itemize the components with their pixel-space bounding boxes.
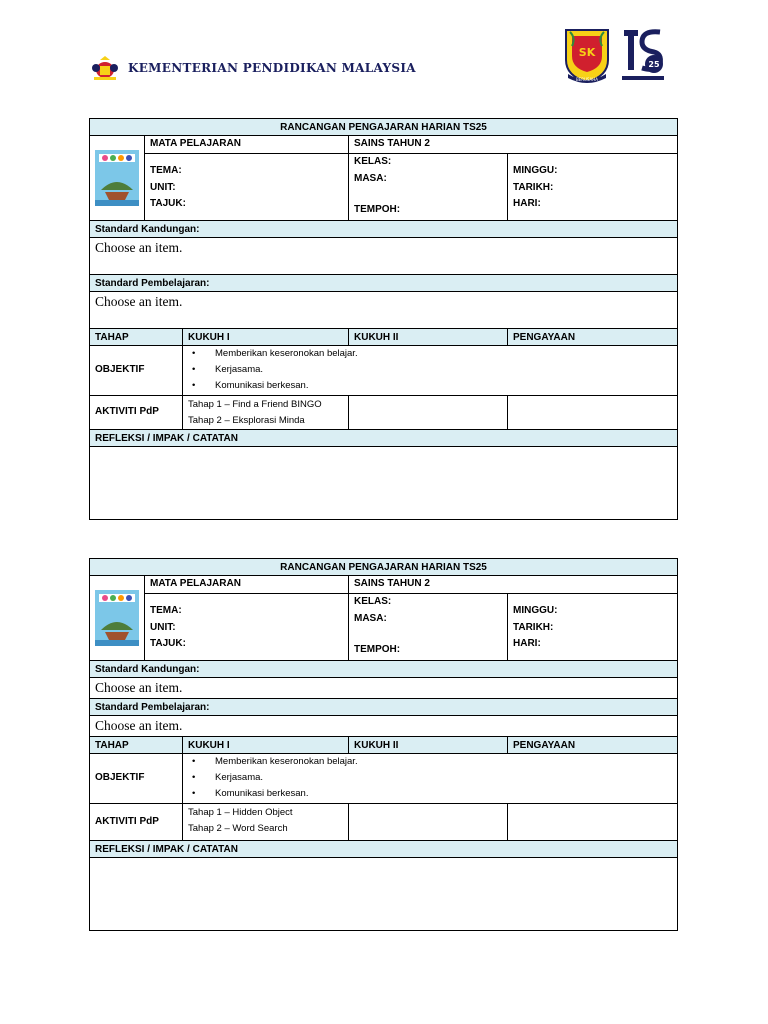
page-header	[0, 0, 768, 110]
aktiviti-kukuh2[interactable]	[349, 396, 508, 430]
activity-item: Tahap 1 – Find a Friend BINGO	[188, 399, 322, 410]
mata-pelajaran-label: MATA PELAJARAN	[145, 136, 349, 154]
kpm-crest-icon	[90, 54, 120, 82]
minggu-cell	[508, 154, 678, 221]
school-logo-motto: BERUSAHA	[575, 77, 599, 82]
aktiviti-label: AKTIVITI PdP	[90, 804, 183, 841]
masa-label: MASA:	[354, 612, 387, 624]
book-cover-cell	[90, 576, 145, 661]
kelas-label: KELAS:	[354, 156, 392, 167]
tajuk-label: TAJUK:	[150, 638, 186, 650]
objektif-label: OBJEKTIF	[90, 754, 183, 804]
kukuh2-header: KUKUH II	[349, 329, 508, 346]
aktiviti-pengayaan[interactable]	[508, 396, 678, 430]
tempoh-label: TEMPOH:	[354, 204, 401, 215]
tempoh-label: TEMPOH:	[354, 644, 401, 655]
hari-label: HARI:	[513, 198, 541, 210]
standard-pembelajaran-label: Standard Pembelajaran:	[90, 699, 678, 716]
book-cover-cell	[90, 136, 145, 221]
objective-item: • Komunikasi berkesan.	[188, 786, 672, 802]
tema-cell	[145, 594, 349, 661]
kelas-cell	[349, 154, 508, 221]
minggu-label: MINGGU:	[513, 605, 558, 617]
tajuk-label: TAJUK:	[150, 198, 186, 210]
kukuh1-header: KUKUH I	[183, 329, 349, 346]
school-logo-icon	[562, 26, 612, 84]
tarikh-label: TARIKH:	[513, 621, 554, 633]
plan-title: RANCANGAN PENGAJARAN HARIAN TS25	[90, 559, 678, 576]
minggu-label: MINGGU:	[513, 165, 558, 177]
tema-cell	[145, 154, 349, 221]
ts-logo-number: 25	[648, 60, 660, 69]
objective-item: • Kerjasama.	[188, 770, 672, 786]
tahap-header: TAHAP	[90, 329, 183, 346]
pengayaan-header: PENGAYAAN	[508, 329, 678, 346]
school-logo-text: SK	[578, 46, 596, 59]
unit-label: UNIT:	[150, 621, 176, 633]
pengayaan-header: PENGAYAAN	[508, 737, 678, 754]
activity-item: Tahap 1 – Hidden Object	[188, 807, 293, 818]
ts25-logo-icon	[618, 24, 668, 84]
minggu-cell	[508, 594, 678, 661]
sains-textbook-cover-icon	[95, 150, 139, 206]
aktiviti-kukuh2[interactable]	[349, 804, 508, 841]
objective-item: • Memberikan keseronokan belajar.	[188, 754, 672, 770]
mata-pelajaran-label: MATA PELAJARAN	[145, 576, 349, 594]
objective-item: • Kerjasama.	[188, 362, 672, 378]
objectives-list	[188, 754, 672, 802]
standard-kandungan-label: Standard Kandungan:	[90, 661, 678, 678]
standard-kandungan-dropdown[interactable]: Choose an item.	[90, 678, 678, 699]
ministry-name: KEMENTERIAN PENDIDIKAN MALAYSIA	[128, 61, 416, 75]
objective-item: • Komunikasi berkesan.	[188, 378, 672, 394]
kelas-label: KELAS:	[354, 596, 392, 607]
standard-kandungan-label: Standard Kandungan:	[90, 221, 678, 238]
kukuh2-header: KUKUH II	[349, 737, 508, 754]
aktiviti-pengayaan[interactable]	[508, 804, 678, 841]
aktiviti-kukuh1	[183, 804, 349, 841]
refleksi-label: REFLEKSI / IMPAK / CATATAN	[90, 430, 678, 447]
tema-label: TEMA:	[150, 165, 182, 177]
lesson-plan-1	[89, 118, 678, 520]
tarikh-label: TARIKH:	[513, 181, 554, 193]
kelas-cell	[349, 594, 508, 661]
refleksi-content[interactable]	[90, 858, 678, 931]
kukuh1-header: KUKUH I	[183, 737, 349, 754]
tema-label: TEMA:	[150, 605, 182, 617]
unit-label: UNIT:	[150, 181, 176, 193]
objektif-content	[183, 346, 678, 396]
aktiviti-label: AKTIVITI PdP	[90, 396, 183, 430]
lesson-plan-2	[89, 558, 678, 931]
masa-label: MASA:	[354, 172, 387, 184]
activity-item: Tahap 2 – Eksplorasi Minda	[188, 415, 305, 426]
standard-kandungan-dropdown[interactable]: Choose an item.	[90, 238, 678, 275]
objektif-content	[183, 754, 678, 804]
refleksi-content[interactable]	[90, 447, 678, 520]
standard-pembelajaran-dropdown[interactable]: Choose an item.	[90, 292, 678, 329]
plan-title: RANCANGAN PENGAJARAN HARIAN TS25	[90, 119, 678, 136]
sains-textbook-cover-icon	[95, 590, 139, 646]
subject-value: SAINS TAHUN 2	[349, 576, 678, 594]
objective-item: • Memberikan keseronokan belajar.	[188, 346, 672, 362]
standard-pembelajaran-dropdown[interactable]: Choose an item.	[90, 716, 678, 737]
objektif-label: OBJEKTIF	[90, 346, 183, 396]
subject-value: SAINS TAHUN 2	[349, 136, 678, 154]
hari-label: HARI:	[513, 638, 541, 650]
standard-pembelajaran-label: Standard Pembelajaran:	[90, 275, 678, 292]
refleksi-label: REFLEKSI / IMPAK / CATATAN	[90, 841, 678, 858]
aktiviti-kukuh1	[183, 396, 349, 430]
activity-item: Tahap 2 – Word Search	[188, 823, 288, 834]
tahap-header: TAHAP	[90, 737, 183, 754]
objectives-list	[188, 346, 672, 394]
